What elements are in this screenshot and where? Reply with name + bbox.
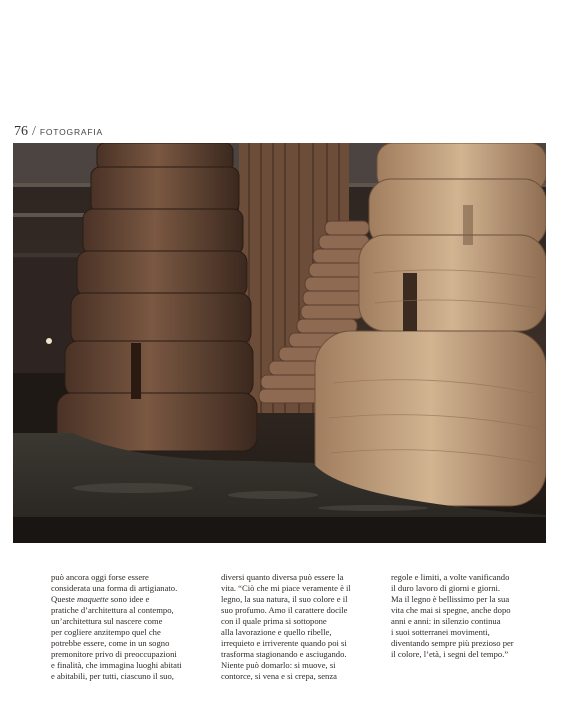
page-number: 76: [14, 124, 28, 139]
text-line: considerata una forma di artigianato.: [51, 583, 178, 594]
folio-separator: /: [32, 124, 36, 139]
text-line: con il quale prima si sottopone: [221, 616, 327, 627]
text-line: contorce, si vena e si crepa, senza: [221, 671, 337, 682]
page-folio: [14, 124, 103, 140]
text-column-2: [221, 572, 373, 682]
text-line: vita che mai si spegne, anche dopo: [391, 605, 511, 616]
text-line: premonitore privo di preoccupazioni: [51, 649, 177, 660]
text-line: irrequieto e irriverente quando poi si: [221, 638, 347, 649]
text-column-1: [51, 572, 203, 682]
text-line: vita. “Ciò che mi piace veramente è il: [221, 583, 351, 594]
text-line: regole e limiti, a volte vanificando: [391, 572, 510, 582]
text-line: il duro lavoro di giorni e giorni.: [391, 583, 501, 594]
text-line: diventando sempre più prezioso per: [391, 638, 514, 649]
text-line: trasforma stagionando e asciugando.: [221, 649, 347, 660]
text-line: il colore, l’età, i segni del tempo.”: [391, 649, 509, 660]
section-label: FOTOGRAFIA: [39, 127, 103, 137]
text-line: e finalità, che immagina luoghi abitati: [51, 660, 182, 671]
text-line: legno, la sua natura, il suo colore e il: [221, 594, 348, 605]
text-line: può ancora oggi forse essere: [51, 572, 149, 582]
text-line: Queste maquette sono idee e: [51, 594, 150, 605]
text-line: i suoi sotterranei movimenti,: [391, 627, 490, 638]
text-line: pratiche d’architettura al contempo,: [51, 605, 174, 616]
text-line: Niente può domarlo: si muove, si: [221, 660, 336, 671]
text-line: per cogliere anzitempo quel che: [51, 627, 161, 638]
text-line: alla lavorazione e quello ribelle,: [221, 627, 332, 638]
text-line: un’architettura sul nascere come: [51, 616, 163, 627]
text-line: diversi quanto diversa può essere la: [221, 572, 344, 582]
text-line: e abitabili, per tutti, ciascuno il suo,: [51, 671, 174, 682]
text-line: potrebbe essere, come in un sogno: [51, 638, 170, 649]
text-column-3: [391, 572, 543, 660]
photo-wooden-sculptures-icon: [13, 143, 546, 543]
text-line: suo profumo. Amo il carattere docile: [221, 605, 348, 616]
text-line: Ma il legno è bellissimo per la sua: [391, 594, 510, 605]
text-line: anni e anni: in silenzio continua: [391, 616, 501, 627]
